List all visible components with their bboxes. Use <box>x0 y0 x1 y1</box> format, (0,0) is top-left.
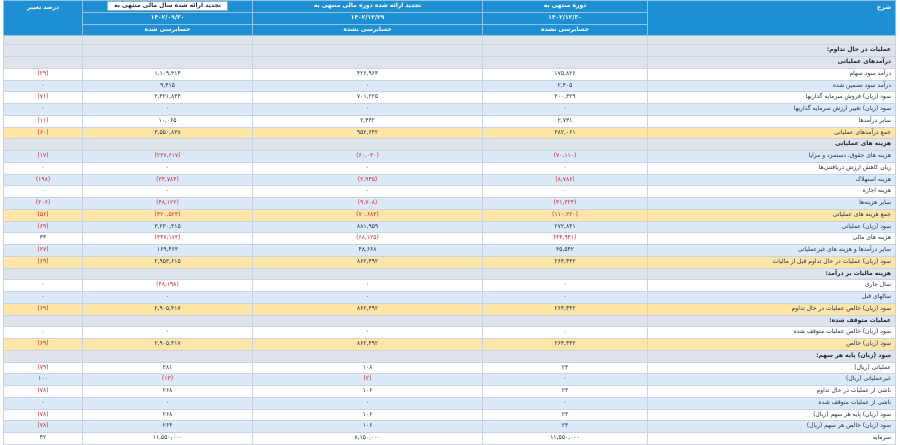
value-cell-c3: ۲,۴۲۱,۸۴۴ <box>83 92 253 104</box>
value-cell-c3: ۲,۹۰۵,۴۱۷ <box>83 339 253 351</box>
value-cell-c1: ۰ <box>483 186 648 198</box>
section-empty-cell <box>4 45 83 57</box>
value-cell-c3: (۴۸,۱۹۸) <box>83 280 253 292</box>
value-cell-c2: (۹,۷۰۸) <box>253 198 483 210</box>
change-percent-cell: (۷۸) <box>4 409 83 421</box>
value-cell-c1: ۰ <box>483 397 648 409</box>
value-cell-c3: (۴۸,۱۲۲) <box>83 198 253 210</box>
value-cell-c2: ۸۶۲,۴۹۲ <box>253 256 483 268</box>
value-cell-c1: ۲۳ <box>483 421 648 433</box>
spacer-cell <box>4 36 83 45</box>
value-cell-c1: (۳۱,۳۲۴) <box>483 198 648 210</box>
row-label: جمع هزینه های عملیاتی <box>648 209 896 221</box>
value-cell-c1: ۰ <box>483 104 648 116</box>
section-label: عملیات متوقف شده: <box>648 315 896 327</box>
spacer-cell <box>648 36 896 45</box>
value-cell-c2: ۸۶۲,۴۹۲ <box>253 339 483 351</box>
table-row <box>4 409 896 421</box>
value-cell-c1: ۰ <box>483 292 648 304</box>
table-row <box>4 186 896 198</box>
value-cell-c1: ۰ <box>483 327 648 339</box>
row-label: عملیاتی (ریال) <box>648 362 896 374</box>
table-row <box>4 127 896 139</box>
row-label: درآمد سود سهام <box>648 68 896 80</box>
value-cell-c1: (۴۴,۹۴۱) <box>483 233 648 245</box>
header-col1-title: دوره منتهی به <box>483 1 648 13</box>
value-cell-c1: ۲۶۴,۴۴۲ <box>483 256 648 268</box>
table-row <box>4 303 896 315</box>
row-label: سایر درآمدها <box>648 115 896 127</box>
spacer-cell <box>483 36 648 45</box>
change-percent-cell: (۷۸) <box>4 386 83 398</box>
value-cell-c1: ۱۷۵,۸۲۶ <box>483 68 648 80</box>
section-empty-cell <box>83 57 253 69</box>
table-row <box>4 104 896 116</box>
table-row <box>4 374 896 386</box>
header-col3-date: ۱۴۰۲/۰۹/۳۰ <box>83 12 253 24</box>
table-row <box>4 233 896 245</box>
header-col2-title: تجدید ارائه شده دوره مالی منتهی به <box>253 1 483 13</box>
change-percent-cell: ۰ <box>4 162 83 174</box>
value-cell-c2: ۴۸,۶۶۸ <box>253 245 483 257</box>
section-empty-cell <box>4 315 83 327</box>
value-cell-c3: ۱,۱۰۹,۳۱۴ <box>83 68 253 80</box>
section-empty-cell <box>253 315 483 327</box>
value-cell-c2: ۱۰۶ <box>253 421 483 433</box>
value-cell-c1: ۳۵,۵۴۲ <box>483 245 648 257</box>
section-empty-cell <box>83 350 253 362</box>
section-row <box>4 315 896 327</box>
value-cell-c1: ۲۷۲,۸۴۱ <box>483 221 648 233</box>
section-empty-cell <box>83 139 253 151</box>
table-row <box>4 92 896 104</box>
spacer-cell <box>253 36 483 45</box>
header-col1-status: حسابرسی نشده <box>483 24 648 36</box>
value-cell-c2: ۷۰۱,۲۲۵ <box>253 92 483 104</box>
change-percent-cell: ۰ <box>4 280 83 292</box>
row-label: زیان کاهش ارزش دریافتنی‌ها <box>648 162 896 174</box>
change-percent-cell: ۰ <box>4 292 83 304</box>
section-label: هزینه های عملیاتی <box>648 139 896 151</box>
value-cell-c2: ۸۸۱,۹۵۹ <box>253 221 483 233</box>
value-cell-c2: ۹۵۲,۶۴۲ <box>253 127 483 139</box>
section-row <box>4 350 896 362</box>
value-cell-c2: ۰ <box>253 80 483 92</box>
value-cell-c3: ۱۶۹,۴۶۳ <box>83 245 253 257</box>
value-cell-c1: ۲۰۰,۳۲۹ <box>483 92 648 104</box>
header-col1-date: ۱۴۰۲/۱۲/۳۰ <box>483 12 648 24</box>
value-cell-c2: ۲,۴۴۲ <box>253 115 483 127</box>
row-label: سرمایه <box>648 433 896 445</box>
header-change-percent: درصد تغییر <box>4 1 83 36</box>
section-empty-cell <box>483 45 648 57</box>
value-cell-c2: ۱۰۶ <box>253 386 483 398</box>
value-cell-c2: (۶۸,۱۲۵) <box>253 233 483 245</box>
section-empty-cell <box>483 315 648 327</box>
change-percent-cell: (۶۰) <box>4 127 83 139</box>
section-empty-cell <box>83 45 253 57</box>
table-row <box>4 151 896 163</box>
change-percent-cell: (۲۹) <box>4 68 83 80</box>
header-col3-status: حسابرسی شده <box>83 24 253 36</box>
section-empty-cell <box>483 268 648 280</box>
table-row <box>4 256 896 268</box>
value-cell-c3: ۲,۹۵۳,۶۱۵ <box>83 256 253 268</box>
spacer-cell <box>83 36 253 45</box>
value-cell-c2: ۰ <box>253 162 483 174</box>
value-cell-c2: (۲,۹۴۵) <box>253 174 483 186</box>
section-empty-cell <box>4 268 83 280</box>
row-label: هزینه های مالی <box>648 233 896 245</box>
table-row <box>4 327 896 339</box>
value-cell-c1: (۷۰,۱۱۰) <box>483 151 648 163</box>
section-empty-cell <box>4 57 83 69</box>
section-empty-cell <box>4 139 83 151</box>
change-percent-cell: (۱۹۸) <box>4 174 83 186</box>
row-label: سود (زیان) خالص هر سهم (ریال) <box>648 421 896 433</box>
value-cell-c1: ۰ <box>483 280 648 292</box>
change-percent-cell: ۰ <box>4 397 83 409</box>
value-cell-c3: ۱۰,۰۶۵ <box>83 115 253 127</box>
section-empty-cell <box>253 57 483 69</box>
table-row <box>4 221 896 233</box>
change-percent-cell: (۶۹) <box>4 303 83 315</box>
value-cell-c2: ۰ <box>253 397 483 409</box>
row-label: سال جاری <box>648 280 896 292</box>
section-empty-cell <box>483 57 648 69</box>
row-label: سود (زیان) عملیات در حال تداوم قبل از مالیات <box>648 256 896 268</box>
value-cell-c3: ۰ <box>83 292 253 304</box>
change-percent-cell: (۶۹) <box>4 221 83 233</box>
section-label: سود (زیان) پایه هر سهم: <box>648 350 896 362</box>
value-cell-c1: ۲,۷۳۱ <box>483 115 648 127</box>
header-col3-title-box: تجدید ارائه شده سال مالی منتهی به <box>107 1 228 11</box>
change-percent-cell: ۳۴ <box>4 233 83 245</box>
change-percent-cell: (۶۹) <box>4 256 83 268</box>
value-cell-c3: (۳۴,۷۸۴) <box>83 174 253 186</box>
value-cell-c3: ۲۶۴ <box>83 421 253 433</box>
header-description: شرح <box>648 1 896 36</box>
change-percent-cell: ۰ <box>4 104 83 116</box>
value-cell-c3: (۳۲۰,۵۲۳) <box>83 209 253 221</box>
header-col3-title <box>83 1 253 13</box>
value-cell-c3: ۲۸۱ <box>83 362 253 374</box>
value-cell-c3: ۰ <box>83 327 253 339</box>
row-label: هزینه های حقوق، دستمزد و مزایا <box>648 151 896 163</box>
change-percent-cell: (۱۱) <box>4 115 83 127</box>
table-row <box>4 397 896 409</box>
value-cell-c1: (۸,۷۸۶) <box>483 174 648 186</box>
value-cell-c2: (۶۰,۰۳۰) <box>253 151 483 163</box>
value-cell-c3: ۳,۲۳۰,۳۱۵ <box>83 221 253 233</box>
value-cell-c2: (۷۰,۶۸۳) <box>253 209 483 221</box>
value-cell-c3: ۰ <box>83 397 253 409</box>
section-empty-cell <box>83 268 253 280</box>
value-cell-c2: ۰ <box>253 292 483 304</box>
table-row <box>4 280 896 292</box>
row-label: ناشی از عملیات متوقف شده <box>648 397 896 409</box>
row-label: هزینه استهلاک <box>648 174 896 186</box>
value-cell-c1: ۱۱,۵۵۰,۰۰۰ <box>483 433 648 445</box>
value-cell-c1: ۲۶۴,۴۴۲ <box>483 303 648 315</box>
change-percent-cell: (۷۸) <box>4 421 83 433</box>
section-label: درآمدهای عملیاتی <box>648 57 896 69</box>
table-row <box>4 339 896 351</box>
value-cell-c3: (۱۳) <box>83 374 253 386</box>
section-empty-cell <box>253 45 483 57</box>
row-label: ناشی از عملیات در حال تداوم <box>648 386 896 398</box>
table-row <box>4 115 896 127</box>
value-cell-c1: ۲۶۴,۴۴۲ <box>483 339 648 351</box>
change-percent-cell: (۷۱) <box>4 92 83 104</box>
value-cell-c3: ۳,۵۵۰,۸۳۸ <box>83 127 253 139</box>
table-row <box>4 174 896 186</box>
section-label: هزینه مالیات بر درآمد: <box>648 268 896 280</box>
change-percent-cell: (۲۰۶) <box>4 198 83 210</box>
value-cell-c3: (۲۳۷,۶۱۷) <box>83 151 253 163</box>
value-cell-c2: ۰ <box>253 280 483 292</box>
value-cell-c3: (۴۴۶,۱۶۳) <box>83 233 253 245</box>
value-cell-c3: ۹,۴۱۵ <box>83 80 253 92</box>
table-row <box>4 433 896 445</box>
change-percent-cell: (۲۷) <box>4 245 83 257</box>
change-percent-cell: (۵۶) <box>4 209 83 221</box>
value-cell-c3: ۲۶۸ <box>83 409 253 421</box>
table-row <box>4 80 896 92</box>
value-cell-c3: ۱۱,۵۵۰,۰۰۰ <box>83 433 253 445</box>
value-cell-c2: ۸,۱۵۰,۰۰۰ <box>253 433 483 445</box>
row-label: جمع درآمدهای عملیاتی <box>648 127 896 139</box>
table-row <box>4 386 896 398</box>
header-row-title <box>4 1 896 13</box>
change-percent-cell: ۱۰۰ <box>4 374 83 386</box>
value-cell-c2: ۱۰۸ <box>253 362 483 374</box>
value-cell-c1: (۱۱۰,۲۲۰) <box>483 209 648 221</box>
change-percent-cell: (۱۷) <box>4 151 83 163</box>
row-label: سایر درآمدها و هزینه های غیرعملیاتی <box>648 245 896 257</box>
value-cell-c1: ۲۳ <box>483 386 648 398</box>
table-row <box>4 421 896 433</box>
table-row <box>4 362 896 374</box>
value-cell-c3: ۲۶۸ <box>83 386 253 398</box>
row-label: هزینه اجاره <box>648 186 896 198</box>
value-cell-c3: ۰ <box>83 186 253 198</box>
value-cell-c2: ۱۰۶ <box>253 409 483 421</box>
section-row <box>4 57 896 69</box>
header-col2-status: حسابرسی نشده <box>253 24 483 36</box>
income-statement-table <box>3 0 896 445</box>
row-label: سود (زیان) تغییر ارزش سرمایه گذاریها <box>648 104 896 116</box>
table-row <box>4 162 896 174</box>
section-empty-cell <box>83 315 253 327</box>
value-cell-c2: ۰ <box>253 104 483 116</box>
value-cell-c1: ۲۳ <box>483 409 648 421</box>
row-label: سود (زیان) عملیاتی <box>648 221 896 233</box>
spacer-row <box>4 36 896 45</box>
value-cell-c1: ۲۳ <box>483 362 648 374</box>
table-row <box>4 292 896 304</box>
section-empty-cell <box>253 268 483 280</box>
value-cell-c2: (۲) <box>253 374 483 386</box>
value-cell-c3: ۲,۹۰۵,۴۱۷ <box>83 303 253 315</box>
row-label: سود (زیان) فروش سرمایه گذاریها <box>648 92 896 104</box>
section-empty-cell <box>483 139 648 151</box>
section-empty-cell <box>4 350 83 362</box>
table-row <box>4 68 896 80</box>
section-label: عملیات در حال تداوم: <box>648 45 896 57</box>
change-percent-cell: ۰ <box>4 327 83 339</box>
row-label: سود (زیان) خالص <box>648 339 896 351</box>
header-col2-date: ۱۴۰۲/۱۲/۲۹ <box>253 12 483 24</box>
row-label: سالهای قبل <box>648 292 896 304</box>
change-percent-cell: ۰ <box>4 80 83 92</box>
row-label: غیرعملیاتی (ریال) <box>648 374 896 386</box>
change-percent-cell: (۶۹) <box>4 339 83 351</box>
row-label: درآمد سود تضمین شده <box>648 80 896 92</box>
section-row <box>4 45 896 57</box>
row-label: سود (زیان) خالص عملیات در حال تداوم <box>648 303 896 315</box>
row-label: سود (زیان) خالص عملیات متوقف شده <box>648 327 896 339</box>
table-row <box>4 209 896 221</box>
section-empty-cell <box>253 139 483 151</box>
table-row <box>4 198 896 210</box>
value-cell-c3: ۰ <box>83 104 253 116</box>
section-row <box>4 268 896 280</box>
section-empty-cell <box>483 350 648 362</box>
value-cell-c3: ۰ <box>83 162 253 174</box>
row-label: سود (زیان) پایه هر سهم (ریال) <box>648 409 896 421</box>
value-cell-c2: ۸۶۲,۴۹۲ <box>253 303 483 315</box>
value-cell-c1: ۰ <box>483 374 648 386</box>
table-row <box>4 245 896 257</box>
section-row <box>4 139 896 151</box>
financial-statement <box>3 0 895 445</box>
change-percent-cell: ۴۲ <box>4 433 83 445</box>
change-percent-cell: ۰ <box>4 186 83 198</box>
value-cell-c2: ۴۲۶,۹۶۴ <box>253 68 483 80</box>
statement-body <box>4 36 896 445</box>
value-cell-c1: ۰ <box>483 162 648 174</box>
section-empty-cell <box>253 350 483 362</box>
row-label: سایر هزینه‌ها <box>648 198 896 210</box>
value-cell-c2: ۰ <box>253 327 483 339</box>
change-percent-cell: (۷۹) <box>4 362 83 374</box>
value-cell-c1: ۲,۴۰۵ <box>483 80 648 92</box>
value-cell-c1: ۳۸۲,۰۶۱ <box>483 127 648 139</box>
value-cell-c2: ۰ <box>253 186 483 198</box>
